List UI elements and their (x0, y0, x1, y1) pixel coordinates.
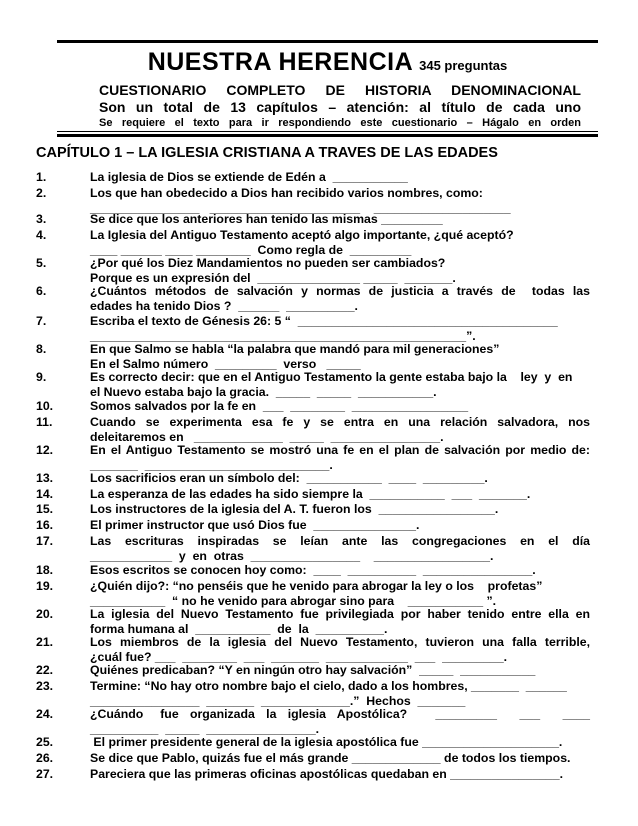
header-bottom-rule-thin (57, 131, 598, 132)
question-text: Los miembros de la iglesia del Nuevo Testamento, tuvieron una falla terrible, (90, 635, 590, 649)
header-top-rule (57, 40, 598, 43)
question-text: ¿Cuántos métodos de salvación y normas de justicia a través de todas las (90, 284, 590, 298)
header-bottom-rule (57, 134, 598, 137)
title-line (57, 48, 598, 77)
page-title: NUESTRA HERENCIA (147, 48, 414, 76)
question-text: _______ ___________________________. (90, 458, 333, 472)
page-header (57, 40, 598, 136)
question-text: Es correcto decir: que en el Antiguo Testamento la gente estaba bajo la ley y en (90, 370, 573, 384)
question-number: 23. (36, 679, 54, 693)
question-number: 3. (36, 212, 47, 226)
question-number: 13. (36, 471, 54, 485)
question-text: En el Antiguo Testamento se mostró una fe en el plan de salvación por medio de: (90, 443, 590, 457)
question-text: ¿Quién dijo?: “no penséis que he venido para abrogar la ley o los profetas” (90, 579, 543, 593)
question-number: 18. (36, 563, 54, 577)
question-text: _______________________________________________________”. (90, 329, 476, 343)
question-number: 2. (36, 186, 47, 200)
question-text: Termine: “No hay otro nombre bajo el cielo, dado a los hombres, _______ ______ (90, 679, 567, 693)
question-text: ____ ______ ____ ________ Como regla de _________ (90, 243, 412, 257)
question-number: 5. (36, 256, 47, 270)
question-text: Escriba el texto de Génesis 26: 5 “ ______________________________________ (90, 314, 558, 328)
page-subtitle: 345 preguntas (419, 58, 508, 73)
question-number: 25. (36, 735, 54, 749)
question-number: 21. (36, 635, 54, 649)
question-text: ___________ “ no he venido para abrogar sino para ___________ ”. (90, 594, 497, 608)
question-number: 8. (36, 342, 47, 356)
question-number: 16. (36, 518, 54, 532)
question-text: ________________ _______ _____________.” Hechos _______ (90, 694, 466, 708)
question-number: 12. (36, 443, 54, 457)
question-number: 9. (36, 370, 47, 384)
question-text: La iglesia de Dios se extiende de Edén a ___________ (90, 170, 408, 184)
question-number: 17. (36, 534, 54, 548)
question-text: La esperanza de las edades ha sido siempre la ___________ ___ _______. (90, 487, 531, 501)
question-text: Cuando se experimenta esa fe y se entra en una relación salvadora, nos (90, 415, 590, 429)
question-text: Quiénes predicaban? “Y en ningún otro hay salvación” _____ ___________ (90, 663, 536, 677)
question-text: ________________ ______________________ ____________________ (90, 201, 511, 215)
question-text: Porque es un expresión del _______________ _____ _______. (90, 271, 456, 285)
question-number: 22. (36, 663, 54, 677)
question-text: En el Salmo número _________ verso _____ (90, 357, 361, 371)
question-text: deleitaremos en _____________ _____ ________________. (90, 430, 444, 444)
question-number: 26. (36, 751, 54, 765)
question-text: el Nuevo estaba bajo la gracia. _____ _____ ___________. (90, 385, 437, 399)
question-text: ¿Por qué los Diez Mandamientos no pueden ser cambiados? (90, 256, 446, 270)
question-text: El primer instructor que usó Dios fue _______________. (90, 518, 420, 532)
question-text: Los que han obedecido a Dios han recibido varios nombres, como: (90, 186, 483, 200)
question-text: En que Salmo se habla “la palabra que mandó para mil generaciones” (90, 342, 500, 356)
question-text: ____________ y en otras ________________ _________________. (90, 549, 494, 563)
question-number: 14. (36, 487, 54, 501)
question-number: 24. (36, 707, 54, 721)
question-number: 27. (36, 767, 54, 781)
question-text: Se dice que los anteriores han tenido las mismas _________ (90, 212, 443, 226)
question-number: 7. (36, 314, 47, 328)
question-text: Somos salvados por la fe en ___ ________ _________________ (90, 399, 469, 413)
question-text: La iglesia del Nuevo Testamento fue privilegiada por haber tenido entre ella en (90, 607, 590, 621)
question-text: Esos escritos se conocen hoy como: ____ __________ ________________. (90, 563, 536, 577)
question-text: __________ _____ ________________. (90, 722, 320, 736)
question-text: Se dice que Pablo, quizás fue el más grande _____________ de todos los tiempos. (90, 751, 571, 765)
question-number: 19. (36, 579, 54, 593)
question-text: Los sacrificios eran un símbolo del: ___________ ____ _________. (90, 471, 488, 485)
header-line-2: Son un total de 13 capítulos – atención: al título de cada uno (99, 99, 581, 115)
question-text: ¿cuál fue? ___ ________ ___ _______ ____________ ___ _________. (90, 650, 508, 664)
question-text: ¿Cuándo fue organizada la iglesia Apostólica? _________ ___ ____ (90, 707, 590, 721)
question-number: 6. (36, 284, 47, 298)
question-number: 1. (36, 170, 47, 184)
header-line-1: CUESTIONARIO COMPLETO DE HISTORIA DENOMINACIONAL (99, 82, 581, 98)
question-number: 15. (36, 502, 54, 516)
question-text: Pareciera que las primeras oficinas apostólicas quedaban en ________________. (90, 767, 564, 781)
question-text: Las escrituras inspiradas se leían ante las congregaciones en el día (90, 534, 590, 548)
question-number: 20. (36, 607, 54, 621)
question-number: 4. (36, 228, 47, 242)
chapter-title: CAPÍTULO 1 – LA IGLESIA CRISTIANA A TRAVES DE LAS EDADES (36, 145, 498, 161)
question-text: forma humana al ___________ de la __________. (90, 622, 388, 636)
question-text: La Iglesia del Antiguo Testamento aceptó algo importante, ¿qué aceptó? (90, 228, 514, 242)
header-line-3: Se requiere el texto para ir respondiendo este cuestionario – Hágalo en orden (99, 117, 581, 129)
question-number: 11. (36, 415, 53, 429)
question-text: Los instructores de la iglesia del A. T. fueron los _________________. (90, 502, 499, 516)
question-number: 10. (36, 399, 54, 413)
question-text: El primer presidente general de la iglesia apostólica fue ____________________. (90, 735, 563, 749)
question-text: edades ha tenido Dios ? ______ __________. (90, 299, 358, 313)
